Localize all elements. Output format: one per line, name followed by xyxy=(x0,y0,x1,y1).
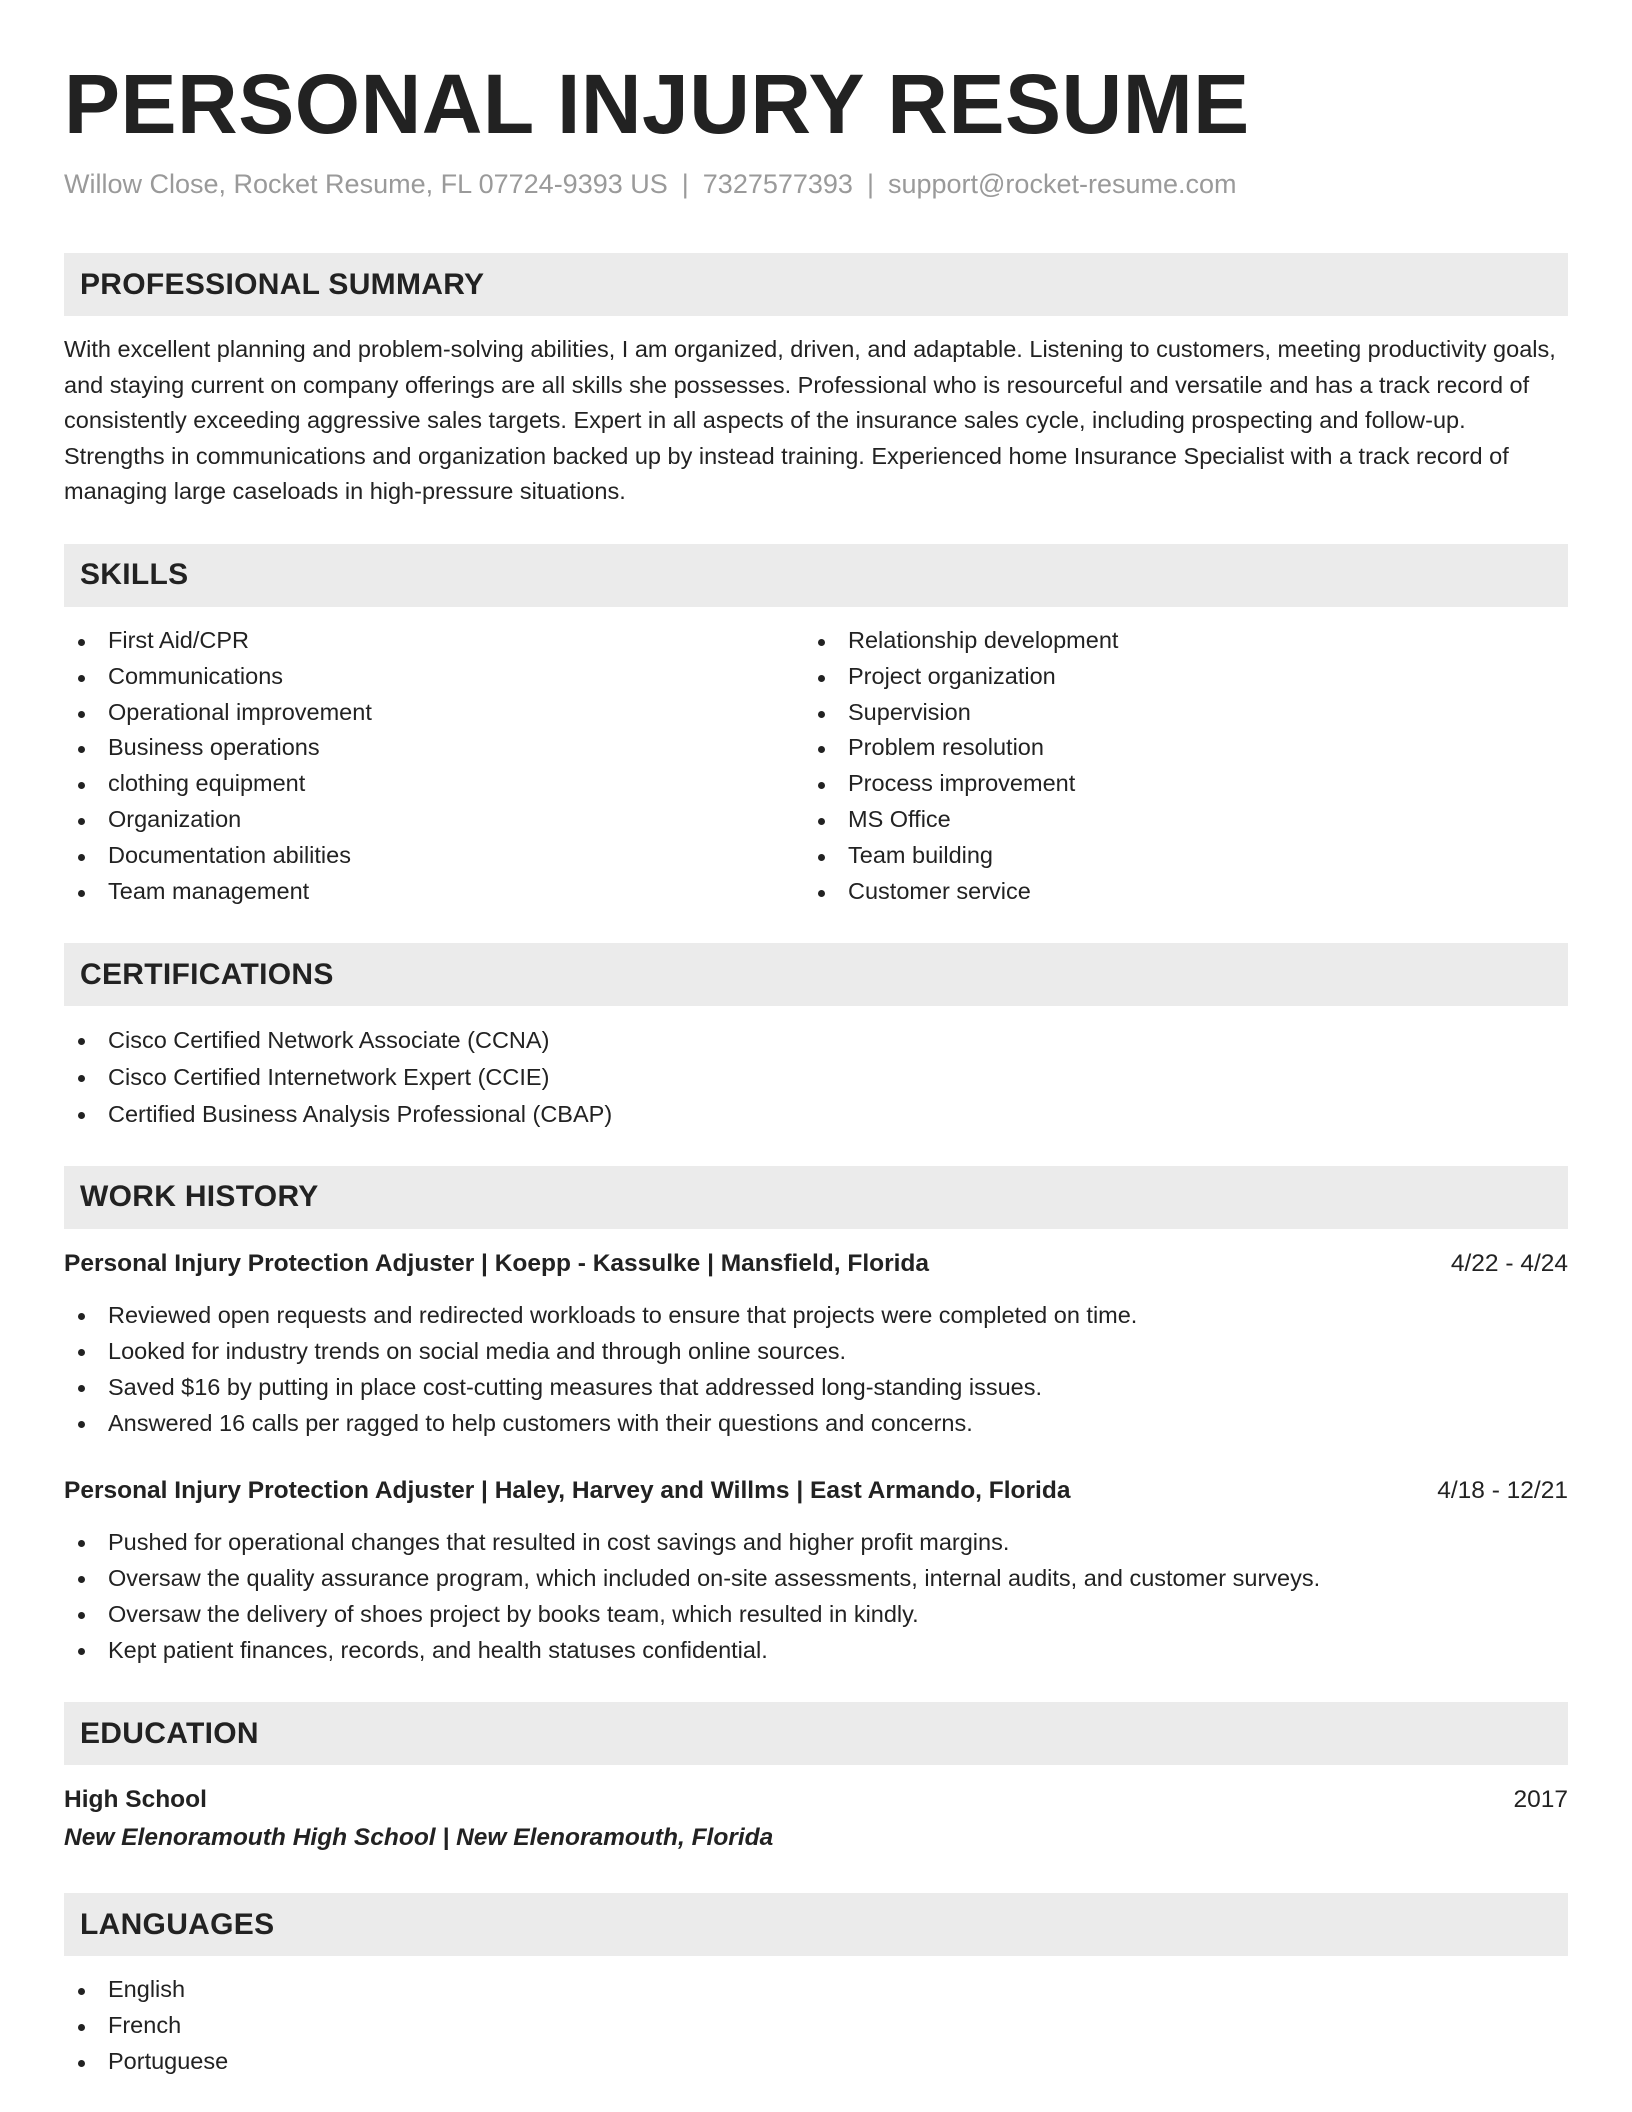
job-title: Personal Injury Protection Adjuster | Koepp - Kassulke | Mansfield, Florida xyxy=(64,1249,930,1277)
job-bullet: Reviewed open requests and redirected workloads to ensure that projects were completed on time. xyxy=(64,1297,1568,1333)
job-header xyxy=(64,1474,1568,1508)
job-bullet: Saved $16 by putting in place cost-cutting measures that addressed long-standing issues. xyxy=(64,1369,1568,1405)
skill-item: Business operations xyxy=(64,730,804,766)
job-entry xyxy=(64,1247,1568,1442)
skill-item: Relationship development xyxy=(804,623,1544,659)
skill-item: Team management xyxy=(64,874,804,910)
education-heading: EDUCATION xyxy=(64,1702,1568,1765)
language-item: French xyxy=(64,2008,1568,2044)
certification-item: Cisco Certified Network Associate (CCNA) xyxy=(64,1022,1568,1059)
skills-list-left xyxy=(64,623,804,909)
skills-list-right xyxy=(804,623,1544,909)
job-dates: 4/22 - 4/24 xyxy=(1450,1249,1568,1277)
job-bullet: Kept patient finances, records, and health statuses confidential. xyxy=(64,1632,1568,1668)
skill-item: Supervision xyxy=(804,695,1544,731)
education-header xyxy=(64,1783,1568,1817)
skill-item: Customer service xyxy=(804,874,1544,910)
skill-item: Team building xyxy=(804,838,1544,874)
summary-text: With excellent planning and problem-solving abilities, I am organized, driven, and adaptable. Listening to customers, meeting productivity goals, and staying current on company offerings are all skills she possesses. Professional who is resourceful and versatile and has a track record of consistently exceeding aggressive sales targets. Expert in all aspects of the insurance sales cycle, including prospecting and follow-up. Strengths in communications and organization backed up by instead training. Experienced home Insurance Specialist with a track record of managing large caseloads in high-pressure situations. xyxy=(64,336,1556,505)
skill-item: clothing equipment xyxy=(64,766,804,802)
contact-line xyxy=(64,166,1568,202)
resume-title: PERSONAL INJURY RESUME xyxy=(64,57,1250,151)
job-bullets xyxy=(64,1524,1568,1669)
skill-item: Process improvement xyxy=(804,766,1544,802)
skill-item: Project organization xyxy=(804,659,1544,695)
contact-separator: | xyxy=(866,169,874,199)
certification-item: Certified Business Analysis Professional (CBAP) xyxy=(64,1096,1568,1133)
skill-item: Organization xyxy=(64,802,804,838)
languages-heading: LANGUAGES xyxy=(64,1893,1568,1956)
contact-address: Willow Close, Rocket Resume, FL 07724-9393 US xyxy=(64,169,668,199)
education-degree: High School xyxy=(64,1786,207,1814)
certifications-list xyxy=(64,1022,1568,1132)
summary-heading: PROFESSIONAL SUMMARY xyxy=(64,253,1568,316)
job-bullet: Pushed for operational changes that resulted in cost savings and higher profit margins. xyxy=(64,1524,1568,1560)
education-year: 2017 xyxy=(1513,1786,1568,1814)
skill-item: Operational improvement xyxy=(64,695,804,731)
job-title: Personal Injury Protection Adjuster | Haley, Harvey and Willms | East Armando, Florida xyxy=(64,1476,1071,1504)
skill-item: Documentation abilities xyxy=(64,838,804,874)
language-item: English xyxy=(64,1972,1568,2008)
job-bullet: Looked for industry trends on social media and through online sources. xyxy=(64,1333,1568,1369)
contact-email: support@rocket-resume.com xyxy=(887,169,1237,199)
skill-item: MS Office xyxy=(804,802,1544,838)
job-bullets xyxy=(64,1297,1568,1442)
contact-separator: | xyxy=(681,169,689,199)
skills-heading: SKILLS xyxy=(64,544,1568,607)
certifications-heading: CERTIFICATIONS xyxy=(64,943,1568,1006)
job-entry xyxy=(64,1474,1568,1669)
work-history-heading: WORK HISTORY xyxy=(64,1166,1568,1229)
job-bullet: Oversaw the quality assurance program, which included on-site assessments, internal audits, and customer surveys. xyxy=(64,1560,1568,1596)
education-school: New Elenoramouth High School | New Elenoramouth, Florida xyxy=(64,1824,774,1852)
contact-phone: 7327577393 xyxy=(702,169,853,199)
job-bullet: Answered 16 calls per ragged to help customers with their questions and concerns. xyxy=(64,1405,1568,1441)
skill-item: Problem resolution xyxy=(804,730,1544,766)
skills-columns xyxy=(64,623,1568,909)
skill-item: First Aid/CPR xyxy=(64,623,804,659)
job-header xyxy=(64,1247,1568,1281)
job-dates: 4/18 - 12/21 xyxy=(1437,1476,1568,1504)
languages-list xyxy=(64,1972,1568,2079)
job-bullet: Oversaw the delivery of shoes project by books team, which resulted in kindly. xyxy=(64,1596,1568,1632)
skill-item: Communications xyxy=(64,659,804,695)
certification-item: Cisco Certified Internetwork Expert (CCIE) xyxy=(64,1059,1568,1096)
language-item: Portuguese xyxy=(64,2044,1568,2080)
